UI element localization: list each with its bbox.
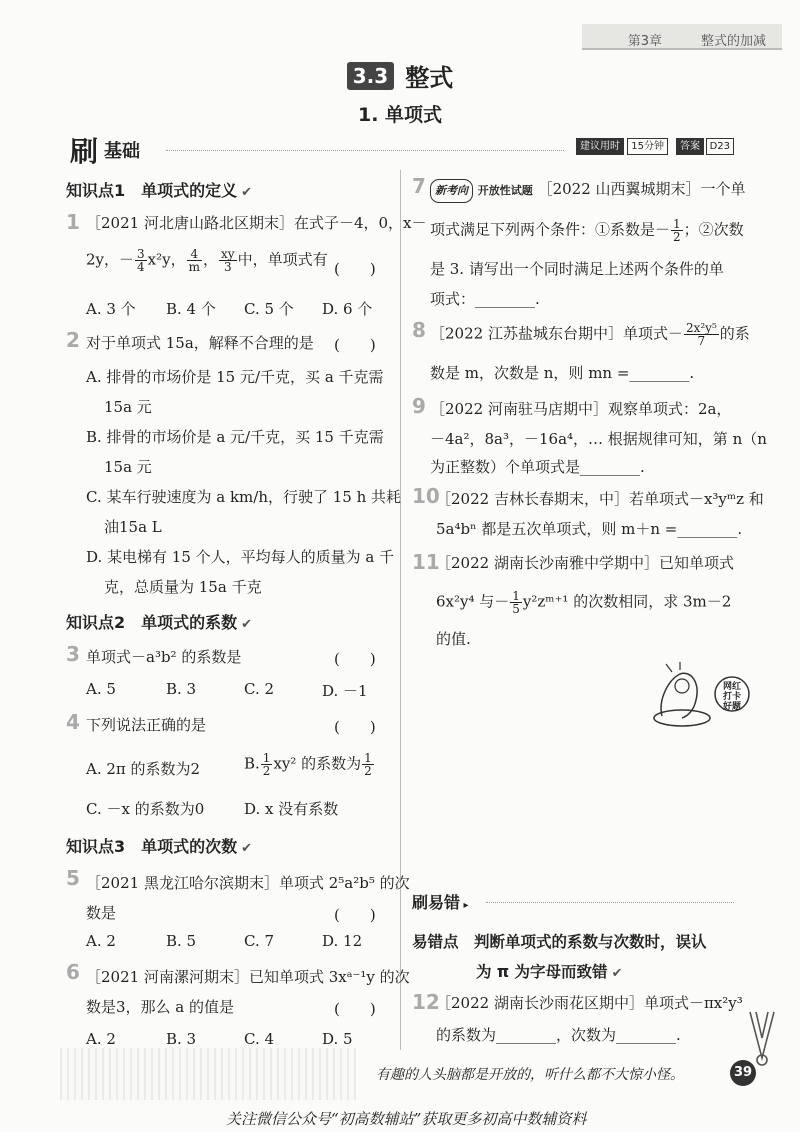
q6-option-c[interactable]: C. 4 <box>244 1030 275 1048</box>
q5-number: 5 <box>66 866 80 890</box>
q1-line2: 2y，－ $\frac{3}{4}$ x²y， $\frac{4}{m}$ ， $\frac{xy}{3}$ 中，单项式有 <box>86 247 328 274</box>
fraction: $\frac{1}{2}$ <box>364 751 372 778</box>
error-dotted-rule <box>486 902 734 903</box>
footer-quote: 有趣的人头脑都是开放的，听什么都不大惊小怪。 <box>376 1067 684 1083</box>
knowledge-point-1 <box>66 178 252 201</box>
q10-number: 10 <box>412 484 440 508</box>
q1-option-d[interactable]: D. 6 个 <box>322 300 373 318</box>
fraction: $\frac{xy}{3}$ <box>221 247 235 274</box>
dotted-rule <box>166 150 564 151</box>
time-value: 15分钟 <box>627 138 668 155</box>
fraction: $\frac{1}{5}$ <box>512 589 520 616</box>
q2-option-c[interactable]: C. 某车行驶速度为 a km/h，行驶了 15 h 共耗 <box>86 488 402 506</box>
q4-stem: 下列说法正确的是 <box>86 716 207 734</box>
open-question-tag: 开放性试题 <box>477 184 533 197</box>
check-icon: ✔ <box>241 185 253 200</box>
q8-line1: ［2022 江苏盐城东台期中］单项式－ $\frac{\text{2x²y⁵}}{7}$ 的系 <box>430 321 750 348</box>
q3-number: 3 <box>66 642 80 666</box>
q2-option-c-cont: 油15a L <box>104 518 162 536</box>
q7-number: 7 <box>412 174 426 198</box>
fraction: $\frac{1}{2}$ <box>262 751 271 778</box>
q1-option-b[interactable]: B. 4 个 <box>166 300 216 318</box>
time-label: 建议用时 <box>576 138 624 155</box>
q7-answer-line[interactable]: 项式：________. <box>430 290 540 308</box>
error-bar-label: 刷易错 ▸ <box>412 893 469 912</box>
q3-stem: 单项式－a³b² 的系数是 <box>86 648 242 666</box>
error-point-title-2: 为 π 为字母而致错 ✔ <box>476 963 623 981</box>
q9-answer-line[interactable]: 为正整数）个单项式是________. <box>430 458 645 476</box>
answer-label: 答案 <box>676 138 704 155</box>
q2-stem: 对于单项式 15a，解释不合理的是 <box>86 334 314 352</box>
q3-option-a[interactable]: A. 5 <box>86 680 116 698</box>
fraction: $\frac{\text{2x²y⁵}}{7}$ <box>685 321 717 348</box>
q4-answer-paren[interactable]: ( ) <box>334 718 376 736</box>
kp3-title: 知识点3 单项式的次数 <box>66 837 238 856</box>
q2-option-a[interactable]: A. 排骨的市场价是 15 元/千克，买 a 千克需 <box>86 368 384 386</box>
q12-answer-line[interactable]: 的系数为________，次数为________. <box>436 1026 681 1044</box>
basics-bar <box>70 130 734 168</box>
q10-answer-line[interactable]: 5a⁴bⁿ 都是五次单项式，则 m＋n =________. <box>436 520 743 538</box>
q6-line1: ［2021 河南漯河期末］已知单项式 3xᵃ⁻¹y 的次 <box>86 968 410 986</box>
section-badge: 3.3 <box>347 62 394 90</box>
q11-line2: 6x²y⁴ 与－ $\frac{1}{5}$ y²zᵐ⁺¹ 的次数相同，求 3m－2 <box>436 589 732 616</box>
q6-option-a[interactable]: A. 2 <box>86 1030 116 1048</box>
q7-line2: 项式满足下列两个条件：①系数是－ $\frac{1}{2}$ ；②次数 <box>430 217 744 244</box>
q12-number: 12 <box>412 990 440 1014</box>
q6-option-d[interactable]: D. 5 <box>322 1030 353 1048</box>
q4-option-b[interactable]: B. $\frac{1}{2}$ xy² 的系数为 $\frac{1}{2}$ <box>244 751 372 778</box>
chapter-title: 整式的加减 <box>700 34 766 49</box>
q10-line1: ［2022 吉林长春期末，中］若单项式－x³yᵐz 和 <box>436 490 764 508</box>
section-title: 整式 <box>405 64 454 92</box>
q1-number: 1 <box>66 210 80 234</box>
page-number: 39 <box>730 1060 756 1086</box>
q4-option-c[interactable]: C. －x 的系数为0 <box>86 800 205 818</box>
q9-number: 9 <box>412 394 426 418</box>
q2-option-a-cont: 15a 元 <box>104 398 152 416</box>
q2-option-b-cont: 15a 元 <box>104 458 152 476</box>
q4-option-a[interactable]: A. 2π 的系数为2 <box>86 760 201 778</box>
new-direction-tag: 新考向 <box>430 179 473 203</box>
q4-number: 4 <box>66 710 80 734</box>
q2-number: 2 <box>66 328 80 352</box>
chapter-header <box>582 24 782 50</box>
q6-answer-paren[interactable]: ( ) <box>334 1000 376 1018</box>
q11-line1: ［2022 湖南长沙南雅中学期中］已知单项式 <box>436 554 734 572</box>
check-icon: ✔ <box>611 966 623 981</box>
check-icon: ✔ <box>241 617 253 632</box>
q7-line1: 新考向 开放性试题 ［2022 山西翼城期末］一个单 <box>430 178 746 203</box>
q8-number: 8 <box>412 318 426 342</box>
q6-line2: 数是3，那么 a 的值是 <box>86 998 235 1016</box>
q1-option-a[interactable]: A. 3 个 <box>86 300 136 318</box>
q11-number: 11 <box>412 550 440 574</box>
q5-option-b[interactable]: B. 5 <box>166 932 197 950</box>
q12-line1: ［2022 湖南长沙雨花区期中］单项式－πx²y³ <box>436 994 743 1012</box>
fraction: $\frac{4}{m}$ <box>188 247 201 274</box>
faded-handwriting <box>60 1048 356 1100</box>
q11-line3: 的值. <box>436 630 471 648</box>
q5-line1: ［2021 黑龙江哈尔滨期末］单项式 2⁵a²b⁵ 的次 <box>86 874 410 892</box>
q3-option-b[interactable]: B. 3 <box>166 680 197 698</box>
subsection-title: 1. 单项式 <box>357 104 443 126</box>
kp2-title: 知识点2 单项式的系数 <box>66 613 238 632</box>
kp1-title: 知识点1 单项式的定义 <box>66 181 238 200</box>
check-icon: ✔ <box>241 841 253 856</box>
answer-value: D23 <box>706 138 734 155</box>
q1-option-c[interactable]: C. 5 个 <box>244 300 294 318</box>
q9-line2: －4a²，8a³，－16a⁴，… 根据规律可知，第 n（n <box>430 430 767 448</box>
q2-option-d-cont: 克，总质量为 15a 千克 <box>104 578 262 596</box>
knowledge-point-3 <box>66 834 252 857</box>
q3-option-c[interactable]: C. 2 <box>244 680 275 698</box>
q5-option-c[interactable]: C. 7 <box>244 932 275 950</box>
q3-option-d[interactable]: D. －1 <box>322 682 368 700</box>
cartoon-illustration <box>640 660 750 730</box>
q7-line3: 是 3. 请写出一个同时满足上述两个条件的单 <box>430 260 724 278</box>
q9-line1: ［2022 河南驻马店期中］观察单项式：2a， <box>430 400 732 418</box>
q8-answer-line[interactable]: 数是 m，次数是 n，则 mn =________. <box>430 364 695 382</box>
q2-answer-paren[interactable]: ( ) <box>334 336 376 354</box>
q3-answer-paren[interactable]: ( ) <box>334 650 376 668</box>
error-point-title-1: 易错点 判断单项式的系数与次数时，误认 <box>412 933 707 951</box>
fraction: $\frac{1}{2}$ <box>673 217 681 244</box>
q2-option-d[interactable]: D. 某电梯有 15 个人，平均每人的质量为 a 千 <box>86 548 395 566</box>
section-header <box>0 58 800 93</box>
q1-answer-paren[interactable]: ( ) <box>334 260 376 278</box>
knowledge-point-2 <box>66 610 252 633</box>
watermark-text: 关注微信公众号“初高数辅站”获取更多初高中数辅资料 <box>226 1110 587 1128</box>
q6-option-b[interactable]: B. 3 <box>166 1030 197 1048</box>
basics-label: 基础 <box>104 141 140 162</box>
q5-line2: 数是 <box>86 904 117 922</box>
q1-line1: ［2021 河北唐山路北区期末］在式子－4，0，x－ <box>86 214 427 232</box>
badge-text: 网红打卡好题 <box>722 682 741 712</box>
fraction: $\frac{3}{4}$ <box>137 247 145 274</box>
q5-option-d[interactable]: D. 12 <box>322 932 363 950</box>
q5-answer-paren[interactable]: ( ) <box>334 906 376 924</box>
chapter-number: 第3章 <box>627 34 662 49</box>
column-divider <box>400 170 401 1050</box>
q6-number: 6 <box>66 960 80 984</box>
shua-logo: 刷 <box>70 135 99 168</box>
q4-option-d[interactable]: D. x 没有系数 <box>244 800 339 818</box>
q5-option-a[interactable]: A. 2 <box>86 932 116 950</box>
q2-option-b[interactable]: B. 排骨的市场价是 a 元/千克，买 15 千克需 <box>86 428 384 446</box>
